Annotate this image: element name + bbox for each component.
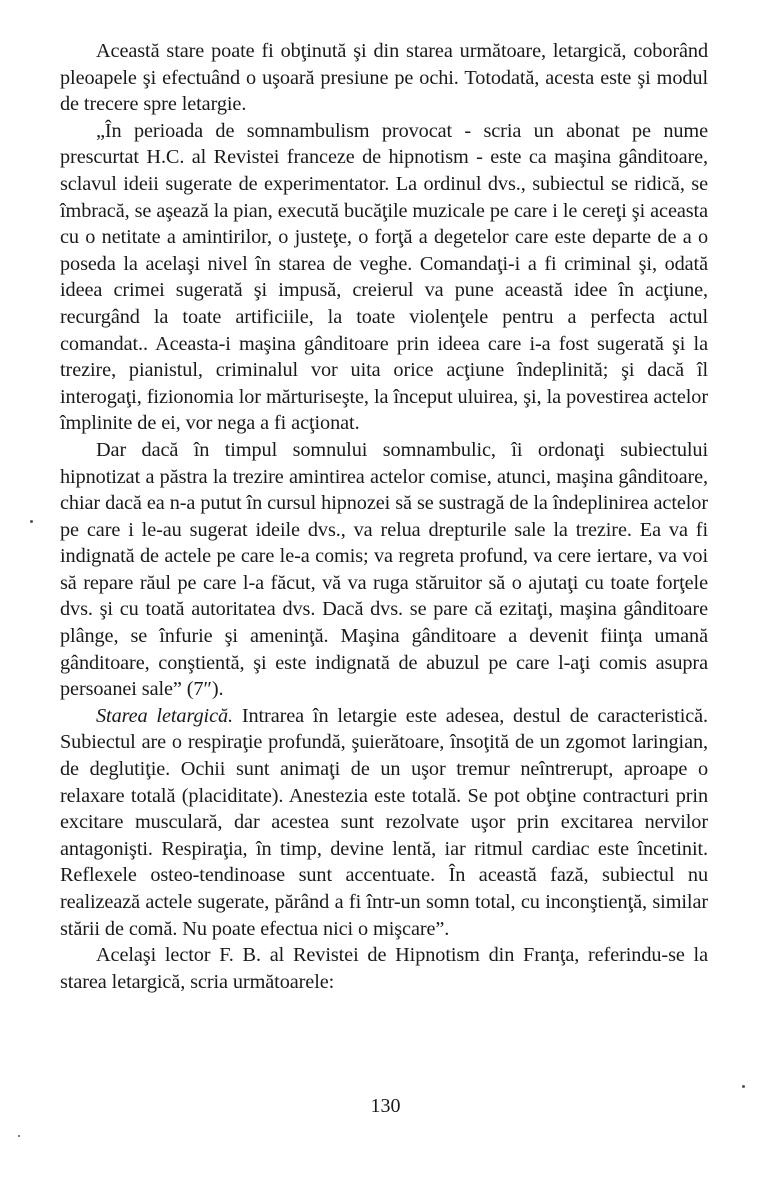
paragraph-3: Dar dacă în timpul somnului somnambulic, îi ordonaţi subiectului hipnotizat a păstra la trezire amintirea actelor comise, atunci, maşina gânditoare, chiar dacă ea n-a putut în cursul hipnozei să se sustragă de la îndeplinirea actelor pe care i le-au sugerat ideile dvs., va relua drepturile sale la trezire. Ea va fi indignată de actele pe care le-a comis; va regreta profund, va cere iertare, va voi să repare răul pe care l-a făcut, vă va ruga stăruitor să o ajutaţi cu toate forţele dvs. şi cu toată autoritatea dvs. Dacă dvs. se pare că ezitaţi, maşina gânditoare plânge, se înfurie şi ameninţă. Maşina gânditoare a devenit fiinţa umană gânditoare, conştientă, şi este indignată de abuzul pe care l-aţi comis asupra persoanei sale” (7″). — [60, 438, 708, 701]
section-heading-italic: Starea letargică. — [96, 704, 233, 727]
scan-speck — [18, 1135, 20, 1137]
paragraph-4 — [60, 703, 708, 942]
body-text — [60, 38, 708, 995]
paragraph-2: „În perioada de somnambulism provocat - scria un abonat pe nume prescurtat H.C. al Revistei franceze de hipnotism - este ca maşina gânditoare, sclavul ideii sugerate de experimentator. La ordinul dvs., subiectul se ridică, se îmbracă, se aşează la pian, execută bucăţile muzicale pe care i le cereţi şi aceasta cu o netitate a amintirilor, o justeţe, o forţă a degetelor care este departe de a o poseda la acelaşi nivel în starea de veghe. Comandaţi-i a fi criminal şi, odată ideea crimei sugerată şi impusă, creierul va pune această idee în acţiune, recurgând la toate artificiile, la toate violenţele pentru a perfecta actul comandat.. Aceasta-i maşina gânditoare prin ideea care i-a fost sugerată şi la trezire, pianistul, criminalul vor uita orice acţiune îndeplinită; şi dacă îl interogaţi, fizionomia lor mărturiseşte, la început uluirea, şi, la povestirea actelor împlinite de ei, vor nega a fi acţionat. — [60, 119, 708, 435]
page-number: 130 — [370, 1095, 401, 1117]
scan-speck — [30, 520, 33, 523]
scan-speck — [742, 1085, 745, 1088]
paragraph-5: Acelaşi lector F. B. al Revistei de Hipnotism din Franţa, referindu-se la starea letargică, scria următoarele: — [60, 944, 708, 993]
paragraph-4-text: Intrarea în letargie este adesea, destul de caracteristică. Subiectul are o respiraţie profundă, şuierătoare, însoţită de un zgomot laringian, de deglutiţie. Ochii sunt animaţi de un uşor tremur neîntrerupt, aproape o relaxare totală (placiditate). Anestezia este totală. Se pot obţine contracturi prin excitare musculară, dar acestea sunt rezolvate uşor prin excitarea nervilor antagonişti. Respiraţia, în timp, devine lentă, iar ritmul cardiac este încetinit. Reflexele osteo-tendinoase sunt accentuate. În această fază, subiectul nu realizează actele sugerate, părând a fi într-un somn total, cu inconştienţă, similar stării de comă. Nu poate efectua nici o mişcare”. — [60, 704, 708, 940]
paragraph-1: Această stare poate fi obţinută şi din starea următoare, letargică, coborând pleoapele şi efectuând o uşoară presiune pe ochi. Totodată, acesta este şi modul de trecere spre letargie. — [60, 40, 708, 116]
